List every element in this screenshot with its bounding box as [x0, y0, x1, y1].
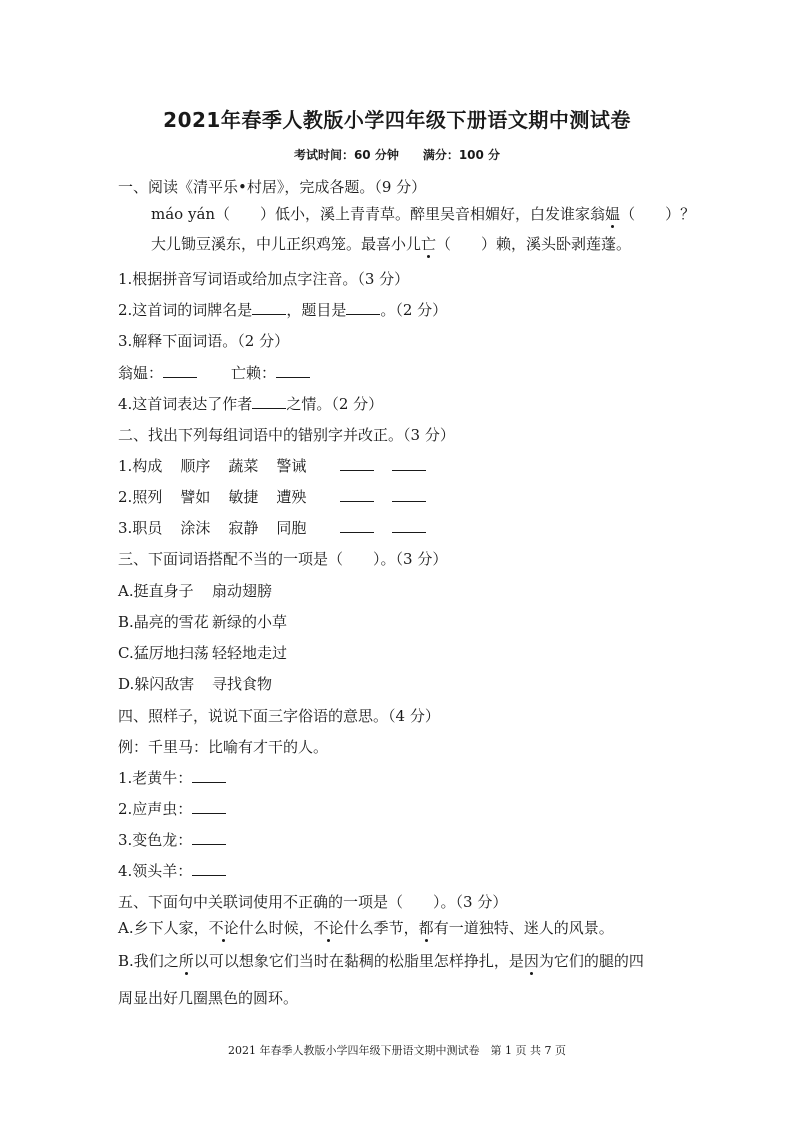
section-2-heading: 二、找出下列每组词语中的错别字并改正。（3 分） [118, 426, 455, 444]
page-footer: 2021 年春季人教版小学四年级下册语文期中测试卷 第 1 页 共 7 页 [228, 1044, 566, 1057]
option-text: 可以想象它们当时在黏稠的松脂里怎样挣扎， [208, 952, 509, 970]
dotted-word: 是因为 [508, 952, 554, 970]
word-row [118, 486, 444, 507]
dotted-char: 媪 [605, 205, 621, 223]
term-label: 翁媪： [118, 364, 164, 382]
row-number: 3. [118, 519, 133, 537]
option-text: 什么时候， [238, 919, 314, 937]
row-number: 2. [118, 488, 133, 506]
option-a [118, 917, 614, 938]
option-text: 轻轻地走过 [212, 644, 288, 662]
word-row [118, 517, 444, 538]
option-text: 有一道独特、迷人的风景。 [433, 919, 614, 937]
word: 构成 [132, 457, 163, 475]
full-score: 满分：100 分 [422, 148, 501, 162]
question-text: 4.这首词表达了作者 [118, 395, 253, 413]
dotted-word: 之所以 [163, 952, 209, 970]
answer-blank[interactable] [192, 874, 226, 876]
option-a [118, 580, 272, 601]
option-text: D.躲闪敌害 [118, 675, 195, 693]
proverb-item [118, 798, 226, 819]
section-3-heading: 三、下面词语搭配不当的一项是（ ）。（3 分） [118, 550, 448, 568]
answer-blank[interactable] [276, 376, 310, 378]
word: 寂静 [228, 519, 259, 537]
row-number: 1. [118, 457, 133, 475]
word: 同胞 [276, 519, 307, 537]
answer-blank[interactable] [252, 313, 286, 315]
option-b-continued: 周显出好几圈黑色的圆环。 [118, 989, 299, 1007]
answer-blank[interactable] [192, 843, 226, 845]
answer-blank[interactable] [163, 376, 197, 378]
option-c [118, 642, 287, 663]
answer-blank[interactable] [392, 531, 426, 533]
option-d [118, 673, 272, 694]
poem-line-1 [151, 203, 695, 224]
poem-text: máo yán（ ）低小，溪上青青草。醉里吴音相媚好，白发谁家翁 [151, 205, 606, 223]
answer-blank[interactable] [340, 500, 374, 502]
dotted-word: 不论 [313, 919, 344, 937]
option-text: 寻找食物 [212, 675, 273, 693]
word: 遭殃 [276, 488, 307, 506]
poem-text: 大儿锄豆溪东，中儿正织鸡笼。最喜小儿 [151, 235, 422, 253]
option-text: 它们的腿的四 [553, 952, 644, 970]
answer-blank[interactable] [340, 531, 374, 533]
question-1-4 [118, 393, 383, 414]
option-text: C.猛厉地扫荡 [118, 644, 209, 662]
word: 顺序 [180, 457, 211, 475]
word: 照列 [132, 488, 163, 506]
proverb-item [118, 860, 226, 881]
answer-blank[interactable] [392, 469, 426, 471]
option-text: 新绿的小草 [212, 613, 288, 631]
word: 蔬菜 [228, 457, 259, 475]
dotted-char: 亡 [421, 235, 437, 253]
answer-blank[interactable] [192, 781, 226, 783]
page-title: 2021年春季人教版小学四年级下册语文期中测试卷 [163, 108, 631, 132]
poem-line-2 [151, 233, 631, 254]
option-text: A.乡下人家， [118, 919, 209, 937]
proverb-label: 3.变色龙： [118, 831, 193, 849]
exam-meta [0, 146, 794, 163]
option-text: 什么季节， [343, 919, 419, 937]
answer-blank[interactable] [340, 469, 374, 471]
question-1-2 [118, 299, 447, 320]
proverb-label: 4.领头羊： [118, 862, 193, 880]
option-text: B.晶亮的雪花 [118, 613, 209, 631]
option-text: B.我们 [118, 952, 164, 970]
question-text: 2.这首词的词牌名是 [118, 301, 253, 319]
poem-text: （ ）？ [620, 205, 696, 223]
word-row [118, 455, 444, 476]
section-1-heading: 一、阅读《清平乐•村居》，完成各题。（9 分） [118, 178, 427, 196]
proverb-label: 2.应声虫： [118, 800, 193, 818]
answer-blank[interactable] [346, 313, 380, 315]
word: 敏捷 [228, 488, 259, 506]
question-text: 之情。（2 分） [286, 395, 384, 413]
proverb-item [118, 829, 226, 850]
answer-blank[interactable] [192, 812, 226, 814]
question-1-1: 1.根据拼音写词语或给加点字注音。（3 分） [118, 270, 410, 288]
dotted-word: 都 [418, 919, 434, 937]
dotted-word: 不论 [208, 919, 239, 937]
proverb-item [118, 767, 226, 788]
poem-text: （ ）赖，溪头卧剥莲蓬。 [436, 235, 632, 253]
question-1-3: 3.解释下面词语。（2 分） [118, 332, 290, 350]
question-text: 。（2 分） [380, 301, 448, 319]
option-b [118, 950, 644, 971]
option-b [118, 611, 287, 632]
word: 涂沫 [180, 519, 211, 537]
question-text: ，题目是 [286, 301, 347, 319]
question-1-3-terms [118, 362, 310, 383]
exam-time: 考试时间：60 分钟 [293, 148, 399, 162]
answer-blank[interactable] [252, 407, 286, 409]
option-text: 扇动翅膀 [212, 582, 273, 600]
option-text: A.挺直身子 [118, 582, 194, 600]
section-5-heading: 五、下面句中关联词使用不正确的一项是（ ）。（3 分） [118, 893, 508, 911]
section-4-heading: 四、照样子，说说下面三字俗语的意思。（4 分） [118, 707, 440, 725]
word: 职员 [132, 519, 163, 537]
word: 警诫 [276, 457, 307, 475]
proverb-label: 1.老黄牛： [118, 769, 193, 787]
example-line: 例：千里马：比喻有才干的人。 [118, 738, 329, 756]
term-label: 亡赖： [231, 364, 277, 382]
answer-blank[interactable] [392, 500, 426, 502]
word: 譬如 [180, 488, 211, 506]
